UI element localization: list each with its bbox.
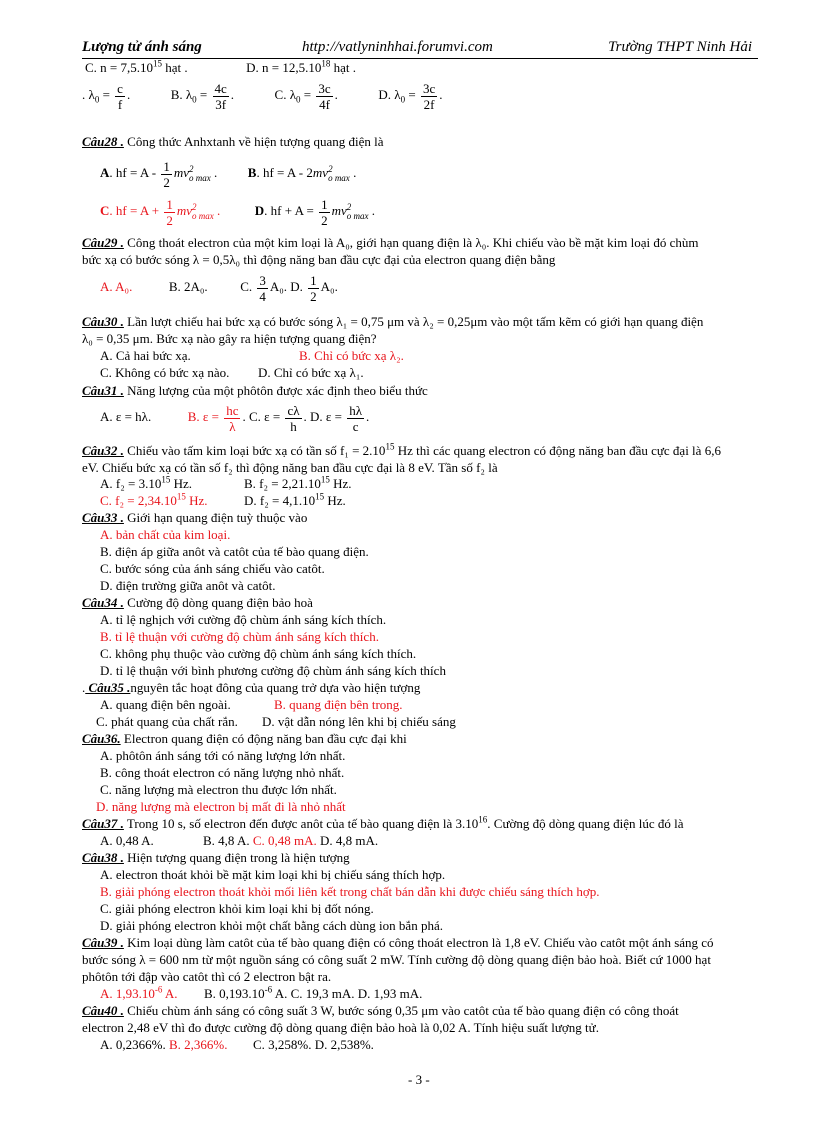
q32-options-ab: A. $f_2 = 3.10^{15}$ Hz. B. $f_2 = 2,21.10^{15}$ Hz.: [100, 474, 352, 491]
page-header: [82, 38, 758, 59]
correct-answer: B. ε = $\frac{hc}{\lambda}$: [187, 402, 239, 434]
correct-answer: B. giải phóng electron thoát khỏi mối liên kết trong chất bán dẫn khi được chiếu sáng thích hợp.: [100, 884, 600, 899]
correct-answer: B. quang điện bên trong.: [274, 697, 403, 712]
q37-options: A. 0,48 A. B. 4,8 A. C. 0,48 mA. D. 4,8 mA.: [100, 833, 379, 848]
prev-formula-row: . $\lambda_0$ = $\frac{c}{f}$ . B. $\lambda_0$ = $\frac{4c}{3f}$ . C. $\lambda_0$ = $\frac{3c}{4f}$ . D. $\lambda_0$ = $\frac{3c}{2f}$ .: [82, 80, 443, 112]
correct-answer: B. Chỉ có bức xạ λ₂.: [299, 348, 404, 363]
correct-answer: D. năng lượng mà electron bị mất đi là nhỏ nhất: [96, 799, 346, 814]
q40-options: A. 0,2366%. B. 2,366%. C. 3,258%. D. 2,538%.: [100, 1037, 374, 1052]
question-33: Câu33 . Giới hạn quang điện tuỳ thuộc vào: [82, 510, 308, 525]
question-label: Câu29 .: [82, 235, 124, 250]
question-36: Câu36. Electron quang điện có động năng ban đầu cực đại khi: [82, 731, 407, 746]
question-40: Câu40 . Chiếu chùm ánh sáng có công suất 3 W, bước sóng 0,35 μm vào catôt của tế bào quang điện có công thoát: [82, 1003, 679, 1018]
question-label: Câu40 .: [82, 1003, 124, 1018]
correct-answer: C. 0,48 mA.: [252, 833, 317, 848]
question-35: . Câu35 .nguyên tắc hoạt đông của quang trở dựa vào hiện tượng: [82, 680, 421, 695]
question-label: Câu33 .: [82, 510, 124, 525]
correct-answer: A. $1,93.10^{-6}$ A.: [100, 984, 178, 1001]
question-34: Câu34 . Cường độ dòng quang điện bảo hoà: [82, 595, 313, 610]
correct-answer: A. A₀.: [100, 279, 133, 294]
q30-options-cd: C. Không có bức xạ nào. D. Chỉ có bức xạ λ₁.: [100, 365, 364, 380]
question-32: Câu32 . Chiếu vào tấm kim loại bức xạ có tần số $f_1 = 2.10^{15}$ Hz thì các quang electron có động năng ban đầu cực đại là 6,6: [82, 441, 721, 458]
correct-answer: C. $f_2 = 2,34.10^{15}$ Hz.: [100, 491, 208, 508]
q35-options-ab: A. quang điện bên ngoài. B. quang điện bên trong.: [100, 697, 403, 712]
question-label: Câu39 .: [82, 935, 124, 950]
question-29: Câu29 . Công thoát electron của một kim loại là A₀, giới hạn quang điện là λ₀. Khi chiếu vào bề mặt kim loại đó chùm: [82, 235, 699, 250]
question-label: Câu28 .: [82, 134, 124, 149]
correct-answer: B. 2,366%.: [168, 1037, 228, 1052]
question-label: Câu35 .: [85, 680, 131, 695]
question-label: Câu31 .: [82, 383, 124, 398]
correct-answer: A. bản chất của kim loại.: [100, 527, 231, 542]
question-label: Câu36.: [82, 731, 121, 746]
q31-options: A. ε = hλ. B. ε = $\frac{hc}{\lambda}$ . C. ε = $\frac{c\lambda}{h}$ . D. ε = $\frac{h\lambda}{c}$ .: [100, 402, 370, 434]
q28-options-ab: A. hf = A - $\frac{1}{2}$ mv 2 o max . B. hf = A - 2mv 2 o max .: [100, 158, 357, 190]
q35-options-cd: C. phát quang của chất rắn. D. vật dẫn nóng lên khi bị chiếu sáng: [96, 714, 456, 729]
prev-answer-row: C. $n = 7,5.10^{15}$ hạt . D. $n = 12,5.10^{18}$ hạt .: [85, 58, 357, 75]
question-30: Câu30 . Lần lượt chiếu hai bức xạ có bước sóng λ₁ = 0,75 μm và λ₂ = 0,25μm vào một tấm kẽm có giới hạn quang điện: [82, 314, 704, 329]
question-39: Câu39 . Kim loại dùng làm catôt của tế bào quang điện có công thoát electron là 1,8 eV. Chiếu vào catôt một ánh sáng có: [82, 935, 714, 950]
question-label: Câu38 .: [82, 850, 124, 865]
header-url[interactable]: http://vatlyninhhai.forumvi.com: [302, 39, 493, 55]
question-label: Câu34 .: [82, 595, 124, 610]
question-37: Câu37 . Trong 10 s, số electron đến được anôt của tế bào quang điện là 3.10$^{16}$. Cường độ dòng quang điện lúc đó là: [82, 814, 684, 831]
q30-options-ab: A. Cả hai bức xạ. B. Chỉ có bức xạ λ₂.: [100, 348, 404, 363]
q32-options-cd: C. $f_2 = 2,34.10^{15}$ Hz. D. $f_2 = 4,1.10^{15}$ Hz.: [100, 491, 346, 508]
question-38: Câu38 . Hiện tượng quang điện trong là hiện tượng: [82, 850, 350, 865]
header-topic: Lượng tử ánh sáng: [82, 39, 202, 55]
question-label: Câu30 .: [82, 314, 124, 329]
question-31: Câu31 . Năng lượng của một phôtôn được xác định theo biểu thức: [82, 383, 428, 398]
header-school: Trường THPT Ninh Hải: [608, 39, 752, 55]
q29-options: A. A₀. B. 2A₀. C. $\frac{3}{4}$ A₀. D. $\frac{1}{2}$ A₀.: [100, 272, 338, 304]
correct-answer: C. hf = A + $\frac{1}{2}$ mv 2 o max .: [100, 196, 221, 228]
page-number: - 3 -: [408, 1072, 430, 1087]
q28-options-cd: C. hf = A + $\frac{1}{2}$ mv 2 o max . D. hf + A = $\frac{1}{2}$ mv 2 o max .: [100, 196, 376, 228]
q39-options: A. $1,93.10^{-6}$ A. B. $0,193.10^{-6}$ A. C. 19,3 mA. D. 1,93 mA.: [100, 984, 423, 1001]
correct-answer: B. tỉ lệ thuận với cường độ chùm ánh sáng kích thích.: [100, 629, 379, 644]
question-28: Câu28 . Công thức Anhxtanh về hiện tượng quang điện là: [82, 134, 384, 149]
question-label: Câu37 .: [82, 816, 124, 831]
document-page: Lượng tử ánh sáng http://vatlyninhhai.forumvi.com Trường THPT Ninh Hải C. $n = 7,5.10^{15}$ hạt . D. $n = 12,5.10^{18}$ hạt . . $\lambda_0$ = $\frac{c}{f}$ . B. $\lambda_0$ = $\frac{4c}{3f}$ . C. $\lambda_0$ = $\frac{3c}{4f}$ . D. $\lambda_0$ = $\frac{3c}{2f}$ . Câu28 . Công thức Anhxtanh về hiện tượng quang điện là A. hf = A - $\frac{1}{2}$ mv 2 o max . B. hf = A - 2mv 2 o max . C. hf = A + $\frac{1}{2}$ mv 2 o max . D. hf + A = $\frac{1}{2}$ mv 2 o max . Câu29 . Công thoát electron của một kim loại là A₀, giới hạn quang điện là λ₀. Khi chiếu vào bề mặt kim loại đó chùm bức xạ có bước sóng λ = 0,5λ₀ thì động năng ban đầu cực đại của electron quang điện bằng A. A₀. B. 2A₀. C. $\frac{3}{4}$ A₀. D. $\frac{1}{2}$ A₀. Câu30 . Lần lượt chiếu hai bức xạ có bước sóng λ₁ = 0,75 μm và λ₂ = 0,25μm vào một tấm kẽm có giới hạn quang điện λ₀ = 0,35 μm. Bức xạ nào gây ra hiện tượng quang điện? A. Cả hai bức xạ. B. Chỉ có bức xạ λ₂. C. Không có bức xạ nào. D. Chỉ có bức xạ λ₁. Câu31 . Năng lượng của một phôtôn được xác định theo biểu thức A. ε = hλ. B. ε = $\frac{hc}{\lambda}$ . C. ε = $\frac{c\lambda}{h}$ . D. ε = $\frac{h\lambda}{c}$ . Câu32 . Chiếu vào tấm kim loại bức xạ có tần số $f_1 = 2.10^{15}$ Hz thì các quang electron có động năng ban đầu cực đại là 6,6 eV. Chiếu bức xạ có tần số f₂ thì động năng ban đầu cực đại là 8 eV. Tần số f₂ là A. $f_2 = 3.10^{15}$ Hz. B. $f_2 = 2,21.10^{15}$ Hz. C. $f_2 = 2,34.10^{15}$ Hz. D. $f_2 = 4,1.10^{15}$ Hz. Câu33 . Giới hạn quang điện tuỳ thuộc vào A. bản chất của kim loại. B. điện áp giữa anôt và catôt của tế bào quang điện. C. bước sóng của ánh sáng chiếu vào catôt. D. điện trường giữa anôt và catôt. Câu34 . Cường độ dòng quang điện bảo hoà A. tỉ lệ nghịch với cường độ chùm ánh sáng kích thích. B. tỉ lệ thuận với cường độ chùm ánh sáng kích thích. C. không phụ thuộc vào cường độ chùm ánh sáng kích thích. D. tỉ lệ thuận với bình phương cường độ chùm ánh sáng kích thích . Câu35 .nguyên tắc hoạt đông của quang trở dựa vào hiện tượng A. quang điện bên ngoài. B. quang điện bên trong. C. phát quang của chất rắn. D. vật dẫn nóng lên khi bị chiếu sáng Câu36. Electron quang điện có động năng ban đầu cực đại khi A. phôtôn ánh sáng tới có năng lượng lớn nhất. B. công thoát electron có năng lượng nhỏ nhất. C. năng lượng mà electron thu được lớn nhất. D. năng lượng mà electron bị mất đi là nhỏ nhất Câu37 . Trong 10 s, số electron đến được anôt của tế bào quang điện là 3.10$^{16}$. Cường độ dòng quang điện lúc đó là A. 0,48 A. B. 4,8 A. C. 0,48 mA. D. 4,8 mA. Câu38 . Hiện tượng quang điện trong là hiện tượng A. electron thoát khỏi bề mặt kim loại khi bị chiếu sáng thích hợp. B. giải phóng electron thoát khỏi mối liên kết trong chất bán dẫn khi được chiếu sáng thích hợp. C. giải phóng electron khỏi kim loại khi bị đốt nóng. D. giải phóng electron khỏi một chất bằng cách dùng ion bắn phá. Câu39 . Kim loại dùng làm catôt của tế bào quang điện có công thoát electron là 1,8 eV. Chiếu vào catôt một ánh sáng có bước sóng λ = 600 nm từ một nguồn sáng có công suất 2 mW. Tính cường độ dòng quang điện bảo hoà. Biết cứ 1000 hạt phôtôn tới đập vào catôt thì có 2 electron bật ra. A. $1,93.10^{-6}$ A. B. $0,193.10^{-6}$ A. C. 19,3 mA. D. 1,93 mA. Câu40 . Chiếu chùm ánh sáng có công suất 3 W, bước sóng 0,35 μm vào catôt của tế bào quang điện có công thoát electron 2,48 eV thì đo được cường độ dòng quang điện bảo hoà là 0,02 A. Tính hiệu suất lượng tử. A. 0,2366%. B. 2,366%. C. 3,258%. D. 2,538%. - 3 -: [0, 0, 816, 1123]
question-label: Câu32 .: [82, 443, 124, 458]
